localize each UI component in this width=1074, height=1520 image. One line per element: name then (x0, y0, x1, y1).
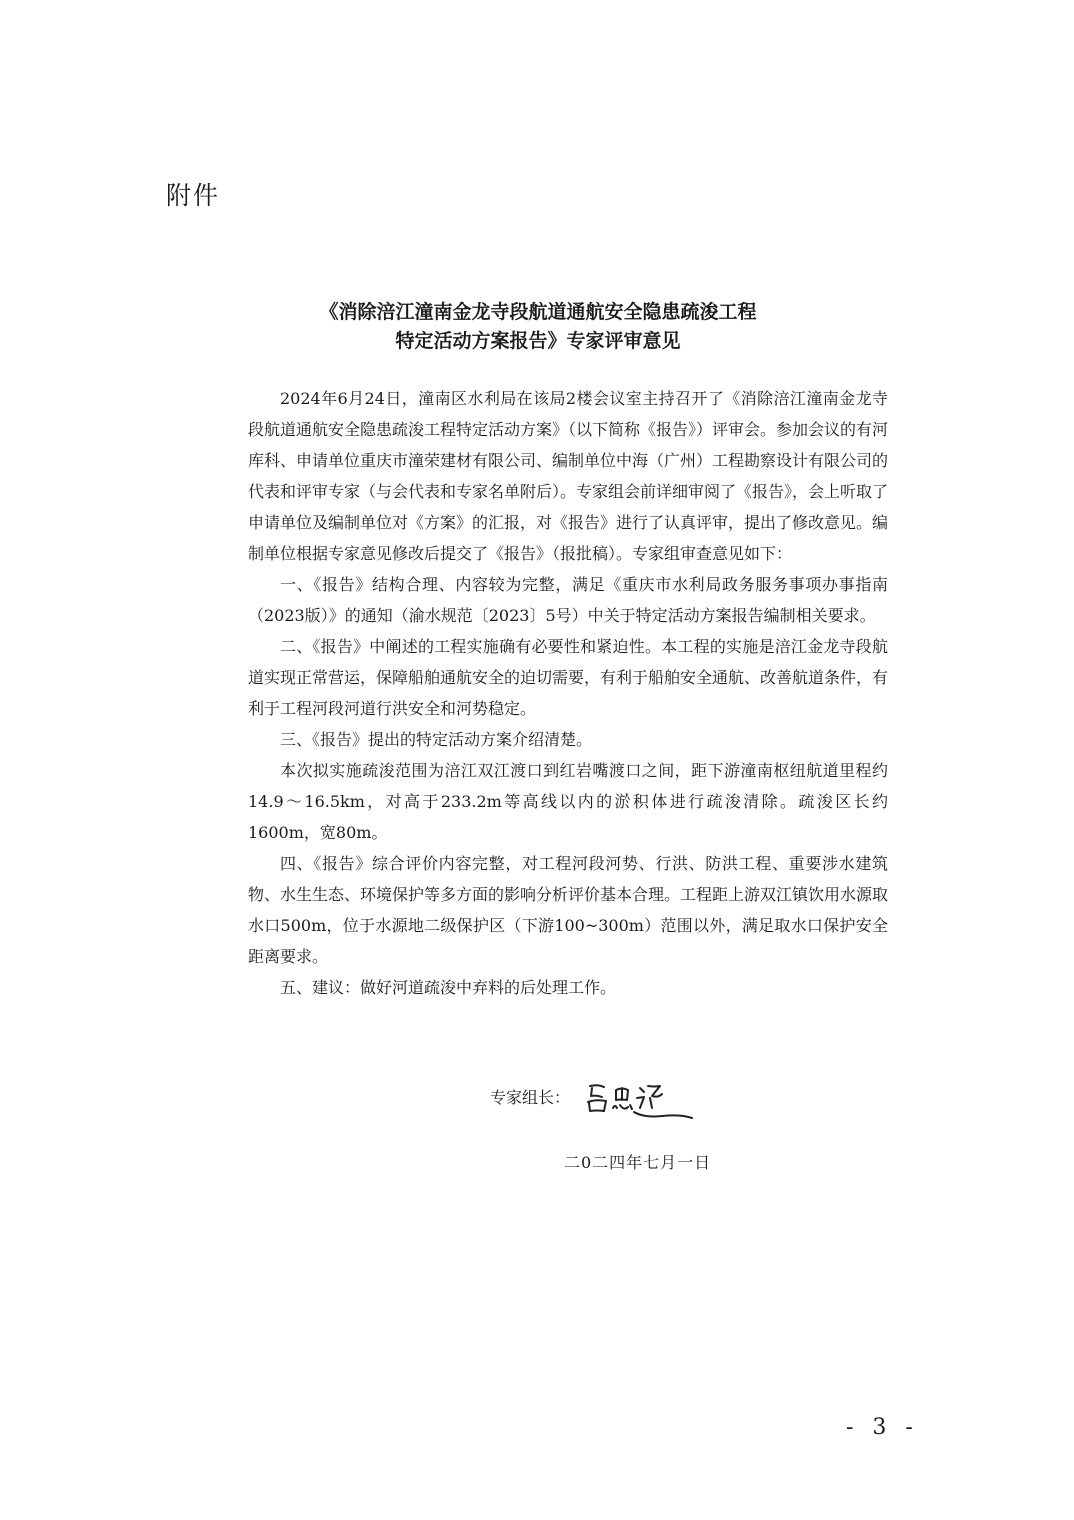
signer-label: 专家组长： (490, 1088, 571, 1107)
signing-date: 二0二四年七月一日 (564, 1153, 712, 1172)
paragraph-dredging-scope: 本次拟实施疏浚范围为涪江双江渡口到红岩嘴渡口之间，距下游潼南枢纽航道里程约14.9～16.5km，对高于233.2m等高线以内的淤积体进行疏浚清除。疏浚区长约1600m，宽80m。 (248, 761, 888, 842)
paragraph-suggestion: 五、建议：做好河道疏浚中弃料的后处理工作。 (280, 978, 617, 997)
title-line-2: 特定活动方案报告》专家评审意见 (395, 330, 681, 352)
paragraph-opinion-4: 四、《报告》综合评价内容完整，对工程河段河势、行洪、防洪工程、重要涉水建筑物、水生生态、环境保护等多方面的影响分析评价基本合理。工程距上游双江镇饮用水源取水口500m，位于水源地二级保护区（下游100~300m）范围以外，满足取水口保护安全距离要求。 (248, 854, 889, 966)
title-line-1: 《消除涪江潼南金龙寺段航道通航安全隐患疏浚工程 (319, 301, 757, 323)
paragraph-opinion-2: 二、《报告》中阐述的工程实施确有必要性和紧迫性。本工程的实施是涪江金龙寺段航道实现正常营运，保障船舶通航安全的迫切需要，有利于船舶安全通航、改善航道条件，有利于工程河段河道行洪安全和河势稳定。 (248, 637, 889, 718)
attachment-label: 附件 (166, 181, 221, 210)
document-title (248, 298, 828, 356)
paragraph-opinion-1: 一、《报告》结构合理、内容较为完整，满足《重庆市水利局政务服务事项办事指南（2023版）》的通知（渝水规范〔2023〕5号）中关于特定活动方案报告编制相关要求。 (248, 575, 888, 625)
paragraph-opinion-3: 三、《报告》提出的特定活动方案介绍清楚。 (280, 730, 593, 749)
handwritten-signature (582, 1078, 700, 1124)
page-number: - 3 - (846, 1415, 919, 1440)
paragraph-intro: 2024年6月24日，潼南区水利局在该局2楼会议室主持召开了《消除涪江潼南金龙寺段航道通航安全隐患疏浚工程特定活动方案》（以下简称《报告》）评审会。参加会议的有河库科、申请单位重庆市潼荣建材有限公司、编制单位中海（广州）工程勘察设计有限公司的代表和评审专家（与会代表和专家名单附后）。专家组会前详细审阅了《报告》，会上听取了申请单位及编制单位对《方案》的汇报，对《报告》进行了认真评审，提出了修改意见。编制单位根据专家意见修改后提交了《报告》（报批稿）。专家组审查意见如下： (248, 389, 889, 563)
document-body (248, 383, 888, 1003)
